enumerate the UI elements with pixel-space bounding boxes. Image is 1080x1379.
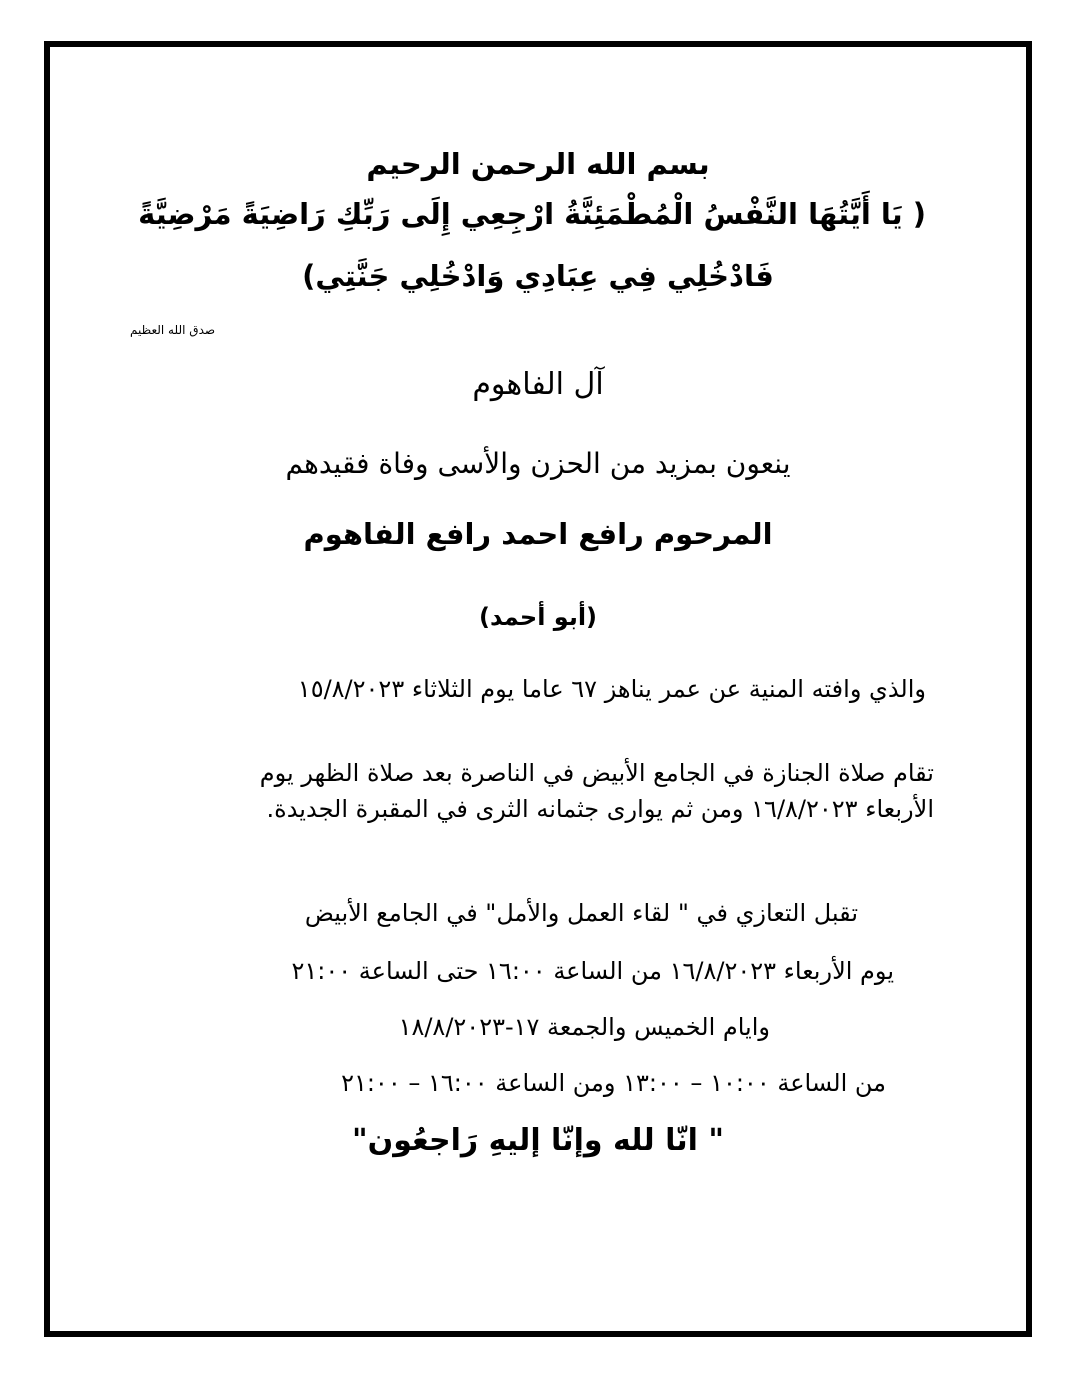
condolence-location: تقبل التعازي في " لقاء العمل والأمل" في الجامع الأبيض [304, 899, 858, 927]
condolence-days: وايام الخميس والجمعة ١٧-١٨/٨/٢٠٢٣ [398, 1013, 770, 1041]
condolence-hours: من الساعة ١٠:٠٠ – ١٣:٠٠ ومن الساعة ١٦:٠٠ – ٢١:٠٠ [341, 1069, 886, 1097]
notice-frame [44, 41, 1032, 1337]
deceased-kunya: (أبو أحمد) [478, 603, 598, 631]
quran-verse-line-1: ( يَا أَيَّتُهَا النَّفْسُ الْمُطْمَئِنَّةُ ارْجِعِي إِلَى رَبِّكِ رَاضِيَةً مَرْضِيَّةً [138, 197, 926, 231]
funeral-details-line-1: تقام صلاة الجنازة في الجامع الأبيض في الناصرة بعد صلاة الظهر يوم [259, 759, 934, 787]
basmala: بسم الله الرحمن الرحيم [366, 147, 710, 181]
deceased-name: المرحوم رافع احمد رافع الفاهوم [303, 517, 773, 551]
death-details: والذي وافته المنية عن عمر يناهز ٦٧ عاما يوم الثلاثاء ١٥/٨/٢٠٢٣ [297, 675, 926, 703]
quran-verse-line-2: فَادْخُلِي فِي عِبَادِي وَادْخُلِي جَنَّتِي) [302, 259, 774, 293]
funeral-details-line-2: الأربعاء ١٦/٨/٢٠٢٣ ومن ثم يوارى جثمانه الثرى في المقبرة الجديدة. [266, 795, 934, 823]
family-name: آل الفاهوم [472, 367, 604, 402]
condolence-wednesday-hours: يوم الأربعاء ١٦/٨/٢٠٢٣ من الساعة ١٦:٠٠ حتى الساعة ٢١:٠٠ [291, 957, 894, 985]
sadaq-allah-note: صدق الله العظيم [130, 323, 216, 337]
mourning-statement: ينعون بمزيد من الحزن والأسى وفاة فقيدهم [285, 447, 791, 480]
closing-phrase: " انّا لله وإنّا إليهِ رَاجعُون" [352, 1123, 724, 1158]
